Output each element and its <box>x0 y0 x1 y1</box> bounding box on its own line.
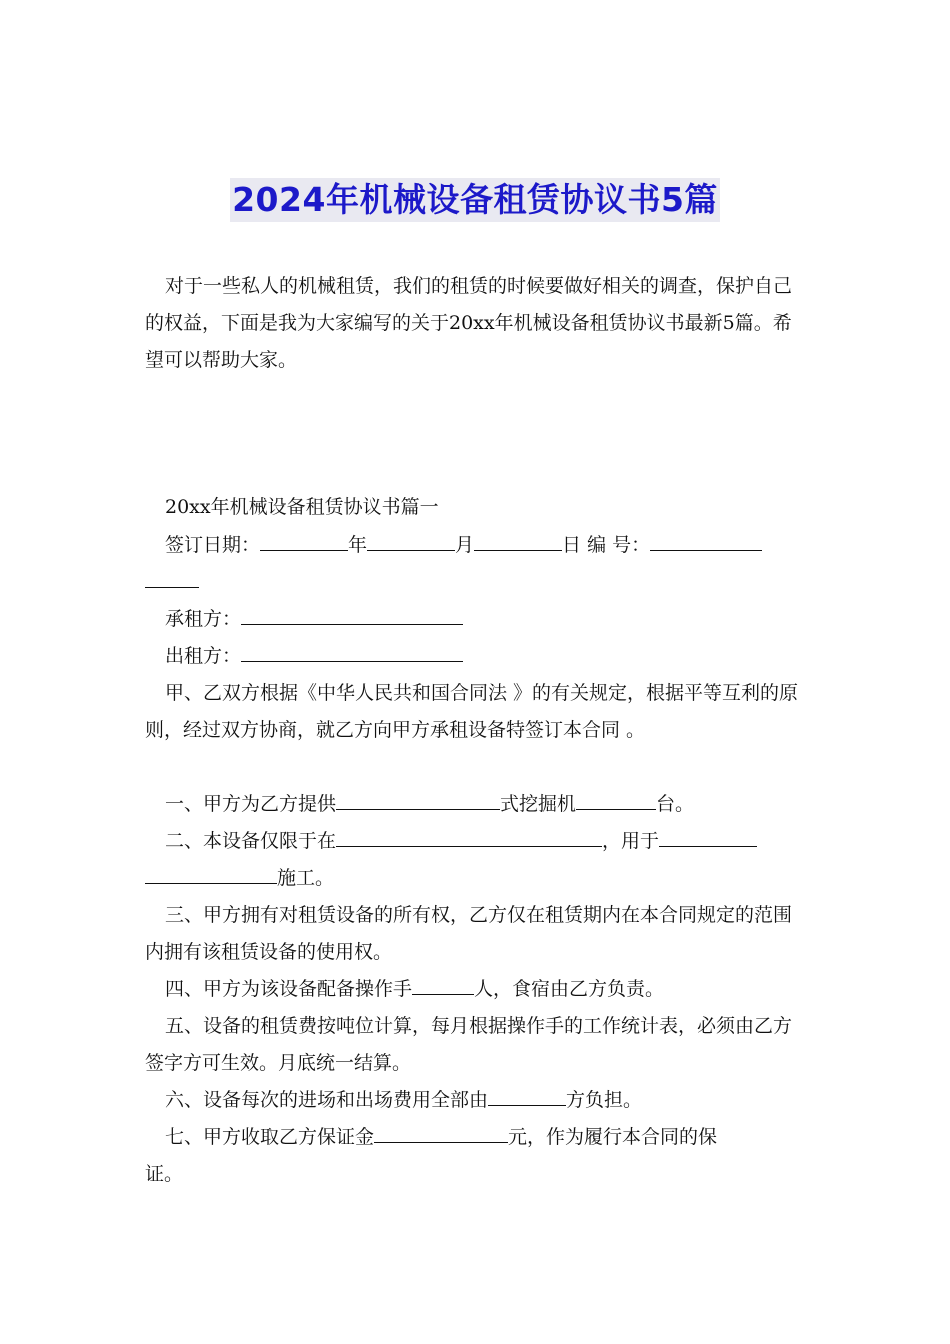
sign-date-label: 签订日期： <box>165 534 261 556</box>
clause-7-text-a: 七、甲方收取乙方保证金 <box>165 1126 375 1148</box>
clause-6-blank-party <box>488 1082 566 1106</box>
clause-4-blank-operators <box>412 971 474 995</box>
lessor-blank <box>241 638 463 662</box>
clause-2-blank-use <box>659 823 757 847</box>
clause-6 <box>165 1082 642 1119</box>
clause-7-text-b: 元，作为履行本合同的保 <box>508 1126 718 1148</box>
clause-6-text-b: 方负担。 <box>566 1089 643 1111</box>
number-blank <box>650 527 762 551</box>
title-container <box>0 178 950 222</box>
year-blank <box>260 527 348 551</box>
clause-1-blank-type <box>336 786 500 810</box>
clause-1-text-b: 式挖掘机 <box>500 793 577 815</box>
clause-2-blank-location <box>336 823 602 847</box>
clause-7-continued: 证。 <box>145 1163 184 1185</box>
section-heading: 20xx年机械设备租赁协议书篇一 <box>165 496 439 518</box>
month-label: 月 <box>455 534 475 556</box>
clause-1-text-a: 一、甲方为乙方提供 <box>165 793 337 815</box>
number-blank-continued <box>145 564 199 601</box>
clause-7-blank-deposit <box>374 1119 508 1143</box>
preamble-paragraph: 甲、乙双方根据《中华人民共和国合同法 》的有关规定，根据平等互利的原则，经过双方协商，就乙方向甲方承租设备特签订本合同 。 <box>145 682 799 741</box>
lessee-label: 承租方： <box>165 608 242 630</box>
clause-4-text-a: 四、甲方为该设备配备操作手 <box>165 978 413 1000</box>
clause-2-continued <box>145 860 334 897</box>
month-blank <box>367 527 455 551</box>
document-title: 2024年机械设备租赁协议书5篇 <box>230 178 720 222</box>
lessee-blank <box>241 601 463 625</box>
clause-2-text-b: ，用于 <box>602 830 660 852</box>
intro-paragraph: 对于一些私人的机械租赁，我们的租赁的时候要做好相关的调查，保护自己的权益，下面是我为大家编写的关于20xx年机械设备租赁协议书最新5篇。希望可以帮助大家。 <box>145 275 793 371</box>
clause-1-text-c: 台。 <box>656 793 695 815</box>
clause-4 <box>165 971 664 1008</box>
clause-2-blank-use-tail <box>145 860 277 884</box>
clause-6-text-a: 六、设备每次的进场和出场费用全部由 <box>165 1089 489 1111</box>
lessor-line <box>165 638 463 675</box>
clause-3: 三、甲方拥有对租赁设备的所有权，乙方仅在租赁期内在本合同规定的范围内拥有该租赁设备的使用权。 <box>145 904 793 963</box>
day-number-label: 日 编 号： <box>562 534 651 556</box>
clause-1-blank-count <box>576 786 656 810</box>
sign-date-line <box>165 527 762 564</box>
clause-5: 五、设备的租赁费按吨位计算，每月根据操作手的工作统计表，必须由乙方签字方可生效。月底统一结算。 <box>145 1015 793 1074</box>
clause-7 <box>165 1119 717 1156</box>
clause-4-text-b: 人，食宿由乙方负责。 <box>474 978 665 1000</box>
clause-2-text-a: 二、本设备仅限于在 <box>165 830 337 852</box>
clause-2 <box>165 823 757 860</box>
lessee-line <box>165 601 463 638</box>
year-label: 年 <box>348 534 368 556</box>
number-blank-tail <box>145 564 199 588</box>
day-blank <box>474 527 562 551</box>
clause-1 <box>165 786 694 823</box>
clause-2-text-c: 施工。 <box>277 867 335 889</box>
lessor-label: 出租方： <box>165 645 242 667</box>
